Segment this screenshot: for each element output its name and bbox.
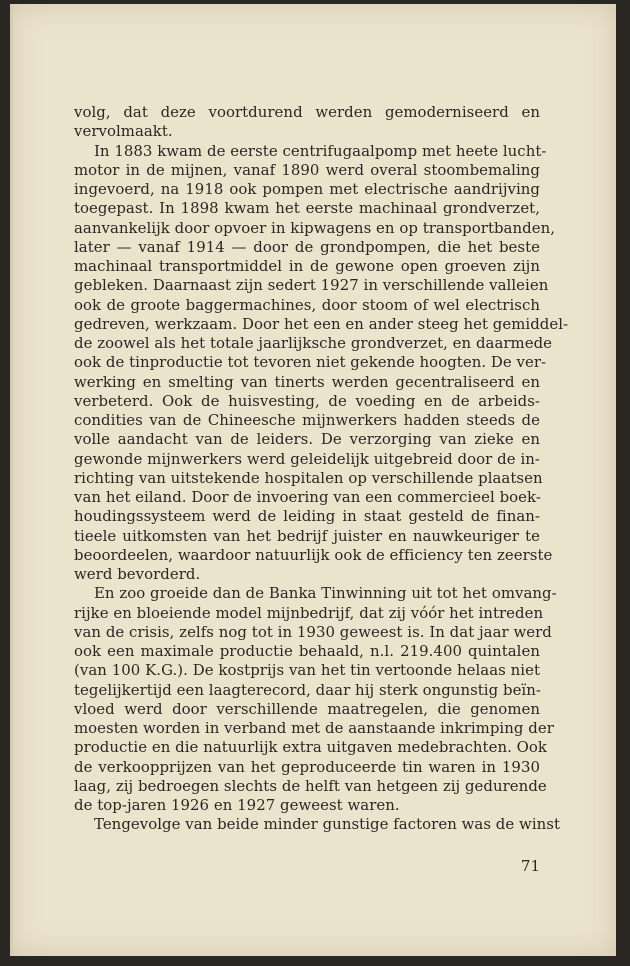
text-line: toegepast. In 1898 kwam het eerste machinaal grondverzet,	[74, 199, 540, 218]
text-line: aanvankelijk door opvoer in kipwagens en op transportbanden,	[74, 218, 555, 237]
text-line: gewonde mijnwerkers werd geleidelijk uitgebreid door de in-	[74, 449, 540, 468]
text-line: gebleken. Daarnaast zijn sedert 1927 in verschillende valleien	[74, 276, 549, 295]
text-line: werd bevorderd.	[74, 565, 201, 583]
book-page	[10, 4, 616, 956]
text-line: beoordeelen, waardoor natuurlijk ook de efficiency ten zeerste	[74, 545, 553, 564]
text-line: volg, dat deze voortdurend werden gemoderniseerd en	[74, 103, 540, 121]
page-number: 71	[520, 857, 540, 875]
text-line: condities van de Chineesche mijnwerkers hadden steeds de	[74, 411, 540, 429]
text-line: En zoo groeide dan de Banka Tinwinning uit tot het omvang-	[94, 584, 557, 603]
text-line: tegelijkertijd een laagterecord, daar hij sterk ongunstig beïn-	[74, 680, 541, 699]
text-line: motor in de mijnen, vanaf 1890 werd overal stoombemaling	[74, 160, 540, 179]
text-line: Tengevolge van beide minder gunstige factoren was de winst	[94, 815, 561, 834]
text-line: werking en smelting van tinerts werden gecentraliseerd en	[74, 372, 540, 391]
text-line: volle aandacht van de leiders. De verzorging van zieke en	[74, 430, 540, 449]
text-line: productie en die natuurlijk extra uitgaven medebrachten. Ook	[74, 738, 547, 757]
text-line: tieele uitkomsten van het bedrijf juister en nauwkeuriger te	[74, 526, 540, 545]
text-line: ook een maximale productie behaald, n.l. 219.400 quintalen	[74, 642, 540, 660]
text-line: verbeterd. Ook de huisvesting, de voeding en de arbeids-	[74, 391, 540, 410]
text-line: In 1883 kwam de eerste centrifugaalpomp met heete lucht-	[94, 141, 547, 160]
text-line: moesten worden in verband met de aanstaande inkrimping der	[74, 719, 554, 737]
text-line: de verkoopprijzen van het geproduceerde tin waren in 1930	[74, 757, 540, 776]
text-line: gedreven, werkzaam. Door het een en ander steeg het gemiddel-	[74, 314, 569, 333]
text-line: de top-jaren 1926 en 1927 geweest waren.	[74, 796, 400, 814]
text-line: ook de groote baggermachines, door stoom of wel electrisch	[74, 295, 540, 314]
text-line: de zoowel als het totale jaarlijksche grondverzet, en daarmede	[74, 334, 553, 352]
text-line: later — vanaf 1914 — door de grondpompen, die het beste	[74, 237, 540, 256]
text-line: vervolmaakt.	[74, 122, 173, 141]
text-line: ook de tinproductie tot tevoren niet gekende hoogten. De ver-	[74, 353, 547, 372]
text-line: richting van uitstekende hospitalen op verschillende plaatsen	[74, 468, 543, 487]
text-line: van de crisis, zelfs nog tot in 1930 geweest is. In dat jaar werd	[74, 622, 552, 641]
text-line: rijke en bloeiende model mijnbedrijf, dat zij vóór het intreden	[74, 603, 544, 622]
text-line: vloed werd door verschillende maatregelen, die genomen	[74, 699, 540, 718]
body-text	[74, 103, 569, 835]
text-line: laag, zij bedroegen slechts de helft van hetgeen zij gedurende	[74, 776, 547, 795]
text-line: houdingssysteem werd de leiding in staat gesteld de finan-	[74, 507, 540, 526]
text-line: van het eiland. Door de invoering van een commercieel boek-	[74, 488, 541, 506]
text-line: machinaal transportmiddel in de gewone open groeven zijn	[74, 257, 540, 275]
page-edge	[10, 4, 13, 956]
text-line: (van 100 K.G.). De kostprijs van het tin vertoonde helaas niet	[74, 661, 540, 680]
text-line: ingevoerd, na 1918 ook pompen met electrische aandrijving	[74, 180, 540, 198]
